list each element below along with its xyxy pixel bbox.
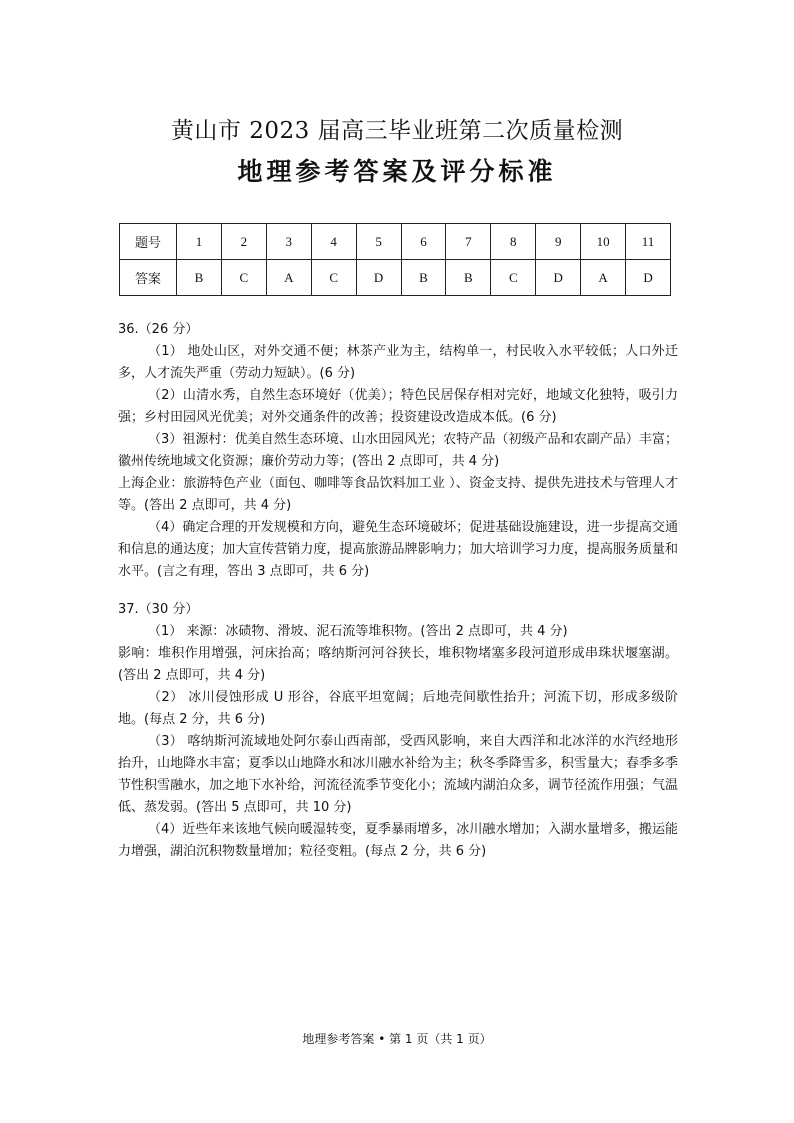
question-37-part-2: （2） 冰川侵蚀形成 U 形谷，谷底平坦宽阔；后地壳间歇性抬升；河流下切，形成多级阶地。(每点 2 分，共 6 分) [118, 690, 678, 727]
question-number-cell: 6 [401, 224, 446, 260]
question-37-part-4: （4）近些年来该地气候向暖湿转变，夏季暴雨增多，冰川融水增加；入湖水量增多，搬运能力增强，湖泊沉积物数量增加；粒径变粗。(每点 2 分，共 6 分) [118, 822, 678, 859]
table-row-answers [120, 260, 671, 296]
answer-cell: C [311, 260, 356, 296]
question-number-cell: 5 [356, 224, 401, 260]
question-number-cell: 1 [177, 224, 222, 260]
page-subtitle: 地理参考答案及评分标准 [237, 157, 557, 186]
question-37-part-1-continued: 影响：堆积作用增强，河床抬高；喀纳斯河河谷狭长，堆积物堵塞多段河道形成串珠状堰塞湖。(答出 2 点即可，共 4 分) [118, 646, 678, 683]
question-36-part-3: （3）祖源村：优美自然生态环境、山水田园风光；农特产品（初级产品和农副产品）丰富； 徽州传统地域文化资源；廉价劳动力等；(答出 2 点即可，共 4 分) [118, 432, 678, 469]
answer-cell: D [356, 260, 401, 296]
page-title: 黄山市 2023 届高三毕业班第二次质量检测 [170, 118, 624, 144]
row-label-answer: 答案 [120, 260, 177, 296]
answer-cell: A [266, 260, 311, 296]
answer-cell: A [581, 260, 626, 296]
answer-cell: C [491, 260, 536, 296]
answer-cell: B [446, 260, 491, 296]
question-37-part-1: （1） 来源：冰碛物、滑坡、泥石流等堆积物。(答出 2 点即可，共 4 分) [148, 624, 568, 639]
question-36-part-3-continued: 上海企业：旅游特色产业（面包、咖啡等食品饮料加工业 ）、资金支持、提供先进技术与管理人才等。(答出 2 点即可，共 4 分) [118, 476, 678, 513]
answer-cell: B [177, 260, 222, 296]
answer-cell: B [401, 260, 446, 296]
question-37-heading: 37.（30 分） [118, 602, 199, 617]
answer-body [118, 319, 678, 863]
question-36-part-4: （4）确定合理的开发规模和方向，避免生态环境破坏；促进基础设施建设，进一步提高交通和信息的通达度；加大宣传营销力度，提高旅游品牌影响力；加大培训学习力度，提高服务质量和水平。(言之有理，答出 3 点即可，共 6 分) [118, 520, 678, 579]
question-number-cell: 3 [266, 224, 311, 260]
question-number-cell: 9 [536, 224, 581, 260]
row-label-question-number: 题号 [120, 224, 177, 260]
question-36-part-2: （2）山清水秀，自然生态环境好（优美）；特色民居保存相对完好，地域文化独特，吸引力强；乡村田园风光优美；对外交通条件的改善；投资建设改造成本低。(6 分) [118, 388, 678, 425]
question-36-heading: 36.（26 分） [118, 322, 199, 337]
question-36-part-1: （1） 地处山区，对外交通不便；林茶产业为主，结构单一，村民收入水平较低；人口外迁多，人才流失严重（劳动力短缺）。(6 分) [118, 344, 678, 381]
page-footer: 地理参考答案 • 第 1 页（共 1 页） [302, 1032, 492, 1046]
question-number-cell: 4 [311, 224, 356, 260]
question-number-cell: 10 [581, 224, 626, 260]
answer-cell: D [626, 260, 671, 296]
answer-table [119, 223, 671, 296]
question-number-cell: 8 [491, 224, 536, 260]
question-37-part-3: （3） 喀纳斯河流域地处阿尔泰山西南部，受西风影响，来自大西洋和北冰洋的水汽经地形抬升，山地降水丰富；夏季以山地降水和冰川融水补给为主；秋冬季降雪多，积雪量大；春季多季节性积雪融水，加之地下水补给，河流径流季节变化小；流域内湖泊众多，调节径流作用强；气温低、蒸发弱。(答出 5 点即可，共 10 分) [118, 734, 678, 815]
question-number-cell: 11 [626, 224, 671, 260]
question-number-cell: 2 [221, 224, 266, 260]
question-number-cell: 7 [446, 224, 491, 260]
answer-cell: D [536, 260, 581, 296]
table-row-numbers [120, 224, 671, 260]
answer-cell: C [221, 260, 266, 296]
